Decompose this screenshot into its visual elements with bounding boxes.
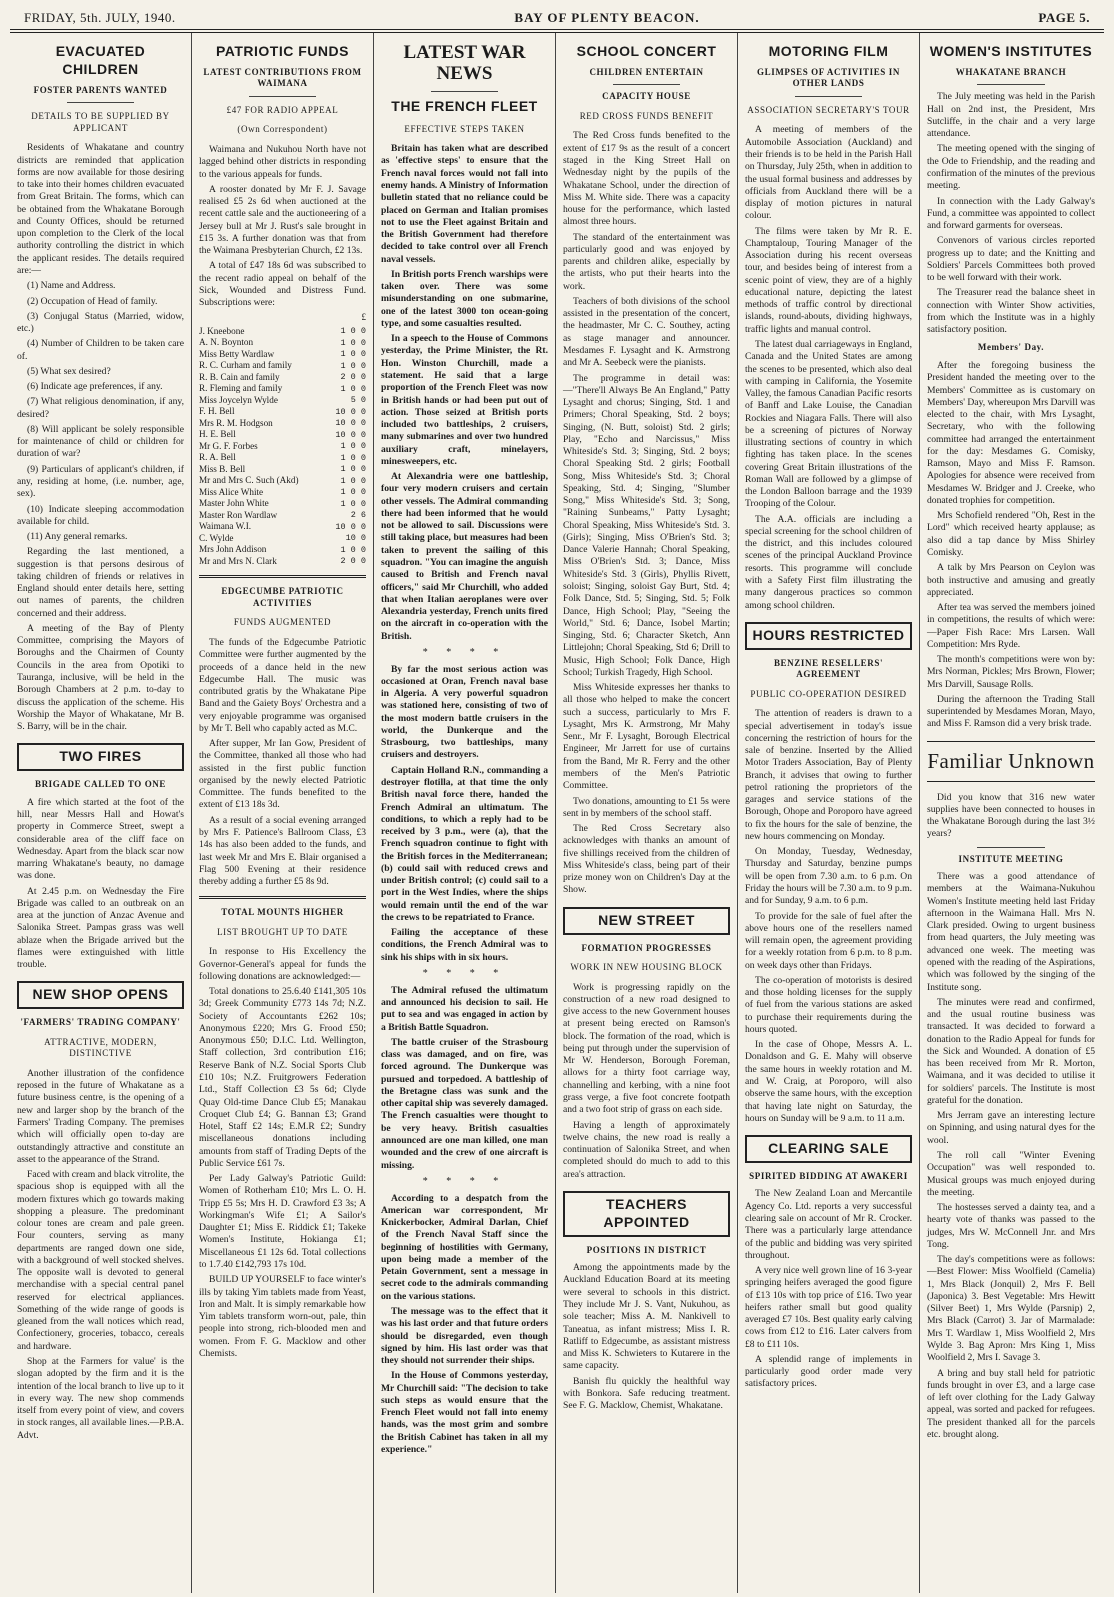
paragraph: The A.A. officials are including a special screening for the school children of the district, and this includes coloured scenes of the principal Auckland Province resorts. This programme will conclude with a Safety First film illustrating the many dangerous practices so common among school children. bbox=[745, 513, 912, 611]
byline: (Own Correspondent) bbox=[237, 124, 328, 135]
paragraph: The New Zealand Loan and Mercantile Agency Co. Ltd. reports a very successful clearing sale on account of Mr R. Crocker. There was a particularly large attendance of the public and bidding was very spirited throughout. bbox=[745, 1188, 912, 1261]
paragraph: By far the most serious action was occasioned at Oran, French naval base in Algeria. A very powerful squadron was stationed here, consisting of two of the most modern battle cruisers in the world, the Dunkerque and the Strasbourg, two battleships, many cruisers and destroyers. bbox=[381, 663, 548, 761]
paragraph: (1) Name and Address. bbox=[27, 280, 116, 292]
paragraph: The co-operation of motorists is desired and those holding licenses for the supply of fuel from the various stations are asked to purchase their requirements during the hours quoted. bbox=[745, 974, 912, 1035]
paragraph: During the afternoon the Trading Stall superintended by Mesdames Moran, Mayo, and Miss F. Ramson did a very brisk trade. bbox=[927, 693, 1095, 730]
subscription-row bbox=[199, 475, 366, 487]
subscription-row bbox=[199, 406, 366, 418]
subscriber-name: Mr and Mrs C. Such (Akd) bbox=[199, 475, 299, 486]
newspaper-title: BAY OF PLENTY BEACON. bbox=[514, 10, 700, 25]
article-body bbox=[563, 982, 730, 1181]
paragraph: (4) Number of Children to be taken care of. bbox=[17, 338, 184, 362]
headline-edgecumbe: EDGECUMBE PATRIOTIC ACTIVITIES bbox=[221, 586, 344, 608]
subscription-row bbox=[199, 395, 366, 407]
paragraph: A meeting of members of the Automobile Association (Auckland) and their friends is to be held in the Parish Hall on Thursday, July 25th, when in addition to the usual formal business and addresses by officials from Auckland there will be a display of motion pictures in natural colour. bbox=[745, 124, 912, 222]
subscription-amount: 1 0 0 bbox=[340, 498, 366, 509]
paragraph: The programme in detail was:—"There'll Always Be An England," Patty Lysaght and chorus; Singing, Std. 1 and Primers; Choral Speaking, Std. 2 boys; Singing, (N. Butt, soloist) Std. 2 girls; Play, "Echo and Narcissus," Miss Whiteside's Std. 3; Singing, Std. 2 boys; Choral Speaking Std. 2 girls; Football Song, Miss Whiteside's Std. 3; Choral Speaking, Std. 4; Singing, "Slumber Song," Miss Whiteside's Std. 3; Song, "Raining Sunbeams," Patty Lysaght; Choral Speaking, Miss Whiteside's Std. 3. (Girls); Singing, Miss O'Brien's Std. 3; Dance Valerie Hannah; Choral Speaking, Miss O'Brien's Std. 3; Dance, Miss Whiteside's Std. 3 (Girls), Phyllis Rivett, soloist; Singing, soloist Gay Burt, Std. 4; Folk Dance, Std. 5; Singing, Std. 5; Folk Dance, High School; Play, "Seeing the World," Std. 6; Dance, Isobel Martin; Singing, Std. 6; Character Sketch, Ann Littlejohn; Choral Speaking, Std 6; Drill to Music, High School; Folk Dance, High School; Turkish Tragedy, High School. bbox=[563, 372, 730, 678]
subscription-row bbox=[199, 498, 366, 510]
paragraph: (2) Occupation of Head of family. bbox=[27, 295, 158, 307]
paragraph: The Red Cross Secretary also acknowledges with thanks an amount of five shillings received from the children of Miss Whiteside's class, being part of their prize money won on Children's Day at the Show. bbox=[563, 823, 730, 896]
subscription-row bbox=[199, 349, 366, 361]
subscription-amount: 1 0 0 bbox=[340, 441, 366, 452]
subscriber-name: H. E. Bell bbox=[199, 429, 236, 440]
paragraph: After the foregoing business the President handed the meeting over to the Members' Committee as is customary on Members' Day, whereupon Mrs Darvill was elected to the chair, with Mrs Lysaght, Secretary, who with the following committee had arranged the entertainment for the day: Mesdames G. Comisky, Ramson, Mayo and Miss F. Ramson. Apologies for absence were received from Mesdames W. Bridger and J. Creeke, who donated trophies for competition. bbox=[927, 359, 1095, 506]
article-body bbox=[199, 946, 366, 1360]
section-break: * * * * bbox=[422, 646, 507, 658]
subscriber-name: F. H. Bell bbox=[199, 406, 235, 417]
subhead: BENZINE RESELLERS' AGREEMENT bbox=[773, 657, 884, 680]
paragraph: At Alexandria were one battleship, four very modern cruisers and certain other vessels. The Admiral commanding there had been informed that he would not be allowed to sail. Discussions were still taking place, but measures had been taken to prevent the sailing of this squadron. "You can imagine the anguish caused to British and French naval officers," said Mr Churchill, who added that when Italian aeroplanes were over Alexandria yesterday, French units fired on the aircraft in co-operation with the British. bbox=[381, 471, 548, 642]
paragraph: To provide for the sale of fuel after the above hours one of the resellers named will remain open, the agreement providing for a weekly rotation from 6 p.m. to 8 p.m. on week days other than Fridays. bbox=[745, 910, 912, 971]
paragraph: The battle cruiser of the Strasbourg class was damaged, and on fire, was forced aground. The Dunkerque was pursued and torpedoed. A battleship of the Bretagne class was sunk and the other capital ship was severely damaged. The French casualties were thought to be very heavy. British casualties announced are one man killed, one man wounded and the crew of one aircraft is missing. bbox=[381, 1036, 548, 1171]
headline-two-fires: TWO FIRES bbox=[17, 743, 184, 771]
paragraph: The standard of the entertainment was particularly good and was enjoyed by parents and children alike, especially by the artists, who put their hearts into the work. bbox=[563, 231, 730, 292]
subhead: LATEST CONTRIBUTIONS FROM WAIMANA bbox=[203, 66, 362, 89]
divider bbox=[431, 91, 498, 92]
subhead: WORK IN NEW HOUSING BLOCK bbox=[570, 962, 723, 973]
subscription-amount: 10 0 0 bbox=[335, 429, 366, 440]
subscription-amount: 10 0 0 bbox=[335, 406, 366, 417]
divider bbox=[67, 102, 134, 103]
article-body bbox=[199, 144, 366, 309]
article-body bbox=[17, 1068, 184, 1442]
subscription-row bbox=[199, 429, 366, 441]
headline-womens-institutes: WOMEN'S INSTITUTES bbox=[929, 43, 1093, 59]
paragraph: The July meeting was held in the Parish Hall on 2nd inst, the President, Mrs Sutcliffe, in the chair and a very large attendance. bbox=[927, 91, 1095, 140]
subscription-row bbox=[199, 326, 366, 338]
paragraph: A fire which started at the foot of the hill, near Messrs Hall and Howat's property in Commerce Street, swept a considerable area of the cliff face on Wednesday. Apart from the black scar now marring Whakatane's beauty, no damage was done. bbox=[17, 796, 184, 882]
paragraph: Teachers of both divisions of the school assisted in the presentation of the concert, the headmaster, Mr C. C. Southey, acting as stage manager and announcer. Mesdames F. Lysaght and K. Armstrong and Mr A. Seebeck were the pianists. bbox=[563, 295, 730, 369]
headline-patriotic-funds: PATRIOTIC FUNDS bbox=[216, 43, 349, 59]
subhead: ASSOCIATION SECRETARY'S TOUR bbox=[747, 104, 910, 115]
subhead: 'FARMERS' TRADING COMPANY' bbox=[20, 1017, 181, 1028]
subscription-amount: 1 0 0 bbox=[340, 337, 366, 348]
subscriber-name: C. Wylde bbox=[199, 532, 234, 543]
article-body bbox=[199, 637, 366, 888]
subscription-amount: 2 0 0 bbox=[340, 556, 366, 567]
subscriber-name: Miss Joycelyn Wylde bbox=[199, 394, 278, 405]
paragraph: The day's competitions were as follows:—Best Flower: Miss Woolfield (Camelia) 1, Mrs Black (Jonquil) 2, Mrs F. Bell (Japonica) 3. Best Vegetable: Mrs Hewitt (Silver Beet) 1, Mrs Wylde (Parsnip) 2, Mrs Black (Carrot) 3. Jar of Marmalade: Mrs T. Wardlaw 1, Miss Woolfield 2, Mrs Wylde 3. Bag Apron: Mrs King 1, Miss Woolfield 2, Mrs I. Savage 3. bbox=[927, 1254, 1095, 1364]
columns bbox=[10, 32, 1104, 1593]
paragraph: In the case of Ohope, Messrs A. L. Donaldson and G. E. Mahy will observe the same hours in weekly rotation and M. and W. Craig, at Poroporo, will also observe the same hours, with the exception that having late night on Saturday, the hours on Sunday will be 9 a.m. to 11 a.m. bbox=[745, 1039, 912, 1124]
subscriber-name: Miss Betty Wardlaw bbox=[199, 348, 275, 359]
paragraph: (8) Will applicant be solely responsible for maintenance of child or children for duration of war? bbox=[17, 423, 184, 460]
subscriber-name: Waimana W.I. bbox=[199, 521, 252, 532]
subscription-amount: 1 0 0 bbox=[340, 383, 366, 394]
subscriptions-table bbox=[199, 326, 366, 568]
article-body bbox=[17, 142, 184, 733]
subscription-row bbox=[199, 383, 366, 395]
paragraph: (10) Indicate sleeping accommodation available for child. bbox=[17, 503, 184, 527]
article-body bbox=[745, 708, 912, 1125]
subscriber-name: Master Ron Wardlaw bbox=[199, 509, 278, 520]
subscription-row bbox=[199, 544, 366, 556]
paragraph: A bring and buy stall held for patriotic funds brought in over £3, and a large case of left over clothing for the Lady Galway appeal, was sorted and packed for refugees. The president thanked all for the parcels etc. brought along. bbox=[927, 1367, 1095, 1440]
headline-new-street: NEW STREET bbox=[563, 907, 730, 935]
paragraph: Among the appointments made by the Auckland Education Board at its meeting were several to schools in this district. They include Mr J. S. Vant, Nukuhou, as sole teacher; Miss A. M. Nankivell to Taneatua, as infant mistress; Miss I. R. Ratliff to Edgecumbe, as assistant mistress and Miss K. Schwieters to Kutarere in the same capacity. bbox=[563, 1262, 730, 1372]
paragraph: The hostesses served a dainty tea, and a hearty vote of thanks was passed to the judges, Mrs W. McConnell Jnr. and Mrs Tong. bbox=[927, 1202, 1095, 1250]
paragraph: Did you know that 316 new water supplies have been connected to houses in the Whakatane Borough during the last 3½ years? bbox=[927, 791, 1095, 840]
subscription-amount: 1 0 0 bbox=[340, 349, 366, 360]
headline-new-shop: NEW SHOP OPENS bbox=[17, 981, 184, 1009]
subhead: BRIGADE CALLED TO ONE bbox=[34, 779, 167, 790]
subscription-amount: 1 0 0 bbox=[340, 544, 366, 555]
paragraph: The attention of readers is drawn to a special advertisement in today's issue concerning the restriction of hours for the sale of benzine. Inserted by the Allied Motor Traders Association, Bay of Plenty Branch, it advises that owing to further petrol rationing the proprietors of the garages and service stations of the Borough, Ohope and Poroporo have agreed to fix the hours for the sale of benzine, the new hours commencing on Monday. bbox=[745, 708, 912, 842]
article-body bbox=[745, 124, 912, 611]
paragraph: Per Lady Galway's Patriotic Guild: Women of Rotherham £10; Mrs L. O. H. Tripp £5 5s; Mrs H. D. Crawford £3 3s; A Workingman's Wife £1; A Sailor's Daughter £1; Miss E. Riddick £1; Takeke Women's Institute, Hokianga £1; Miscellaneous £1 12s 6d. Total collections to 1.7.40 £142,793 17s 10d. bbox=[199, 1173, 366, 1270]
headline-hours-restricted: HOURS RESTRICTED bbox=[745, 622, 912, 650]
paragraph: After tea was served the members joined in competitions, the results of which were:—Paper Fish Race: Mrs Larsen. Wall Competition: Mrs Ryde. bbox=[927, 602, 1095, 650]
paragraph: In British ports French warships were taken over. There was some misunderstanding on one submarine, one of the latest 3000 ton ocean-going type, and some casualties resulted. bbox=[381, 268, 548, 329]
paragraph: (7) What religious denomination, if any, desired? bbox=[17, 396, 184, 420]
paragraph: Shop at the Farmers for value' is the slogan adopted by the firm and it is the intention of the local branch to live up to it in every way. The new shop commends itself from every point of view, and covers in stock ranges, all available lines.—P.B.A. Advt. bbox=[17, 1356, 184, 1441]
headline-school-concert: SCHOOL CONCERT bbox=[576, 43, 717, 59]
paragraph: Waimana and Nukuhou North have not lagged behind other districts in responding to the various appeals for funds. bbox=[199, 143, 366, 180]
subscription-amount: 1 0 0 bbox=[340, 360, 366, 371]
paragraph: On Monday, Tuesday, Wednesday, Thursday and Saturday, benzine pumps will be open from 7.30 a.m. to 6 p.m. On Friday the hours will be 7.30 a.m. to 9 p.m. and for Sunday, 9 a.m. to 6 p.m. bbox=[745, 846, 912, 907]
paragraph: Mrs Jerram gave an interesting lecture on Spinning, and using natural dyes for the wool. bbox=[927, 1110, 1095, 1146]
paragraph: Another illustration of the confidence reposed in the future of Whakatane as a future business centre, is the opening of a new and larger shop by the branch of the Farmers' Trading Company. The premises which will officially open to-day are outstandingly attractive and constitute an asset to the appearance of the Strand. bbox=[17, 1067, 184, 1165]
article-body bbox=[381, 1193, 548, 1457]
subscription-amount: 2 6 bbox=[350, 510, 366, 521]
divider bbox=[977, 847, 1044, 848]
paragraph: A rooster donated by Mr F. J. Savage realised £5 2s 6d when auctioned at the recent cattle sale and the auctioneering of a Jersey bull at Mr J. Rust's sale brought in £15 3s. A further donation was that from the Waimana Presbyterian Church, £2 13s. bbox=[199, 183, 366, 257]
subscriber-name: A. N. Boynton bbox=[199, 337, 254, 348]
headline-total-mounts: TOTAL MOUNTS HIGHER bbox=[221, 907, 344, 918]
subhead: WHAKATANE BRANCH bbox=[955, 66, 1067, 77]
subscription-amount: 1 0 0 bbox=[340, 487, 366, 498]
divider bbox=[249, 96, 316, 97]
paragraph: Regarding the last mentioned, a suggestion is that persons desirous of taking children of friends or relatives in England should enter details here, setting out names of parents, the children concerned and their address. bbox=[17, 546, 184, 619]
subscription-row bbox=[199, 556, 366, 568]
paragraph: The minutes were read and confirmed, and the usual routine business was transacted. It was decided to forward a donation to the Radio Appeal for funds for the Sick and Wounded. A donation of £5 has been received from Mr R. Morton, Waimana, and it was decided to utilise it for soldiers' parcels. The Institute is most grateful for the donation. bbox=[927, 996, 1095, 1106]
subscriber-name: R. C. Curham and family bbox=[199, 360, 292, 371]
paragraph: A very nice well grown line of 16 3-year springing heifers averaged the good figure of £13 10s with top price of £16. Two year heifers rather small but good quality averaged £7 10s. Best quality early calving cows from £12 to £16. Later calvers from £8 to £11 10s. bbox=[745, 1265, 912, 1350]
paragraph: After supper, Mr Ian Gow, President of the Committee, thanked all those who had assisted in the first public function organised by the newly elected Patriotic Committee. The funds benefited to the extent of £13 18s 3d. bbox=[199, 738, 366, 811]
subhead: CHILDREN ENTERTAIN bbox=[589, 66, 704, 77]
subscriber-name: Mr G. F. Forbes bbox=[199, 440, 258, 451]
subscription-row bbox=[199, 337, 366, 349]
article-body bbox=[381, 664, 548, 964]
paragraph: A meeting of the Bay of Plenty Committee, comprising the Mayors of Boroughs and the Chairmen of County Councils in the area from Opotiki to Tauranga, inclusive, will be held in the Borough Chambers at 2 p.m. to-day to discuss the application of the scheme. His Worship the Mayor of Whakatane, Mr B. S. Barry, will be in the chair. bbox=[17, 622, 184, 733]
issue-date: FRIDAY, 5th. JULY, 1940. bbox=[24, 10, 176, 25]
subhead: POSITIONS IN DISTRICT bbox=[586, 1244, 707, 1255]
paragraph: Mrs Schofield rendered "Oh, Rest in the Lord" which received hearty applause; as also did a tap dance by Miss Shirley Comisky. bbox=[927, 510, 1095, 558]
subscription-row bbox=[199, 372, 366, 384]
paragraph: BUILD UP YOURSELF to face winter's ills by taking Yim tablets made from Yeast, Iron and Malt. It is simply remarkable how Yim tablets transform worn-out, pale, thin people into strong, rich-blooded men and women. From F. G. Macklow and other Chemists. bbox=[199, 1274, 366, 1359]
subhead: INSTITUTE MEETING bbox=[958, 853, 1064, 864]
subscriber-name: Mr and Mrs N. Clark bbox=[199, 555, 277, 566]
subhead: PUBLIC CO-OPERATION DESIRED bbox=[750, 688, 907, 699]
paragraph: In a speech to the House of Commons yesterday, the Prime Minister, the Rt. Hon. Winston Churchill, made a statement. He said that a large proportion of the French Fleet was now in British hands or had been put out of action. Those seized at British ports included two battleships, 2 cruisers, many submarines and over two hundred auxiliary craft, minelayers, minesweepers, etc. bbox=[381, 333, 548, 467]
subhead: ATTRACTIVE, MODERN, DISTINCTIVE bbox=[44, 1036, 157, 1059]
subscription-amount: 1 0 0 bbox=[340, 475, 366, 486]
headline-teachers-appointed: TEACHERS APPOINTED bbox=[563, 1191, 730, 1237]
article-body bbox=[927, 871, 1095, 1441]
article-body bbox=[381, 985, 548, 1172]
headline-familiar-unknown: Familiar Unknown bbox=[927, 741, 1095, 782]
subhead: FOSTER PARENTS WANTED bbox=[33, 84, 168, 95]
subhead: CAPACITY HOUSE bbox=[602, 91, 691, 102]
paragraph: The roll call "Winter Evening Occupation" was well responded to. Musical groups was much enjoyed during the meeting. bbox=[927, 1149, 1095, 1198]
article-body bbox=[927, 360, 1095, 731]
subscription-amount: 10 0 0 bbox=[335, 418, 366, 429]
divider bbox=[199, 896, 366, 899]
paragraph: Two donations, amounting to £1 5s were sent in by members of the school staff. bbox=[563, 795, 730, 819]
paragraph: (5) What sex desired? bbox=[27, 365, 111, 377]
column-2 bbox=[192, 33, 374, 1593]
paragraph: As a result of a social evening arranged by Mrs F. Patience's Ballroom Class, £3 14s has also been added to the funds, and last week Mr and Mrs E. Blair organised a Flag 500 Evening at their residence thereby adding a further £5 8s 9d. bbox=[199, 814, 366, 888]
subhead: RED CROSS FUNDS BENEFIT bbox=[579, 110, 714, 121]
paragraph: In the House of Commons yesterday, Mr Churchill said: "The decision to take such steps as would ensure that the French Fleet would not fall into enemy hands, was the most grim and sombre the British Cabinet has taken in all my experience." bbox=[381, 1370, 548, 1455]
subscriber-name: Miss Alice White bbox=[199, 486, 264, 497]
column-3 bbox=[374, 33, 556, 1593]
subscriber-name: R. Fleming and family bbox=[199, 383, 283, 394]
headline-french-fleet: THE FRENCH FLEET bbox=[391, 97, 538, 114]
subscriber-name: Mrs John Addison bbox=[199, 544, 267, 555]
headline-motoring-film: MOTORING FILM bbox=[768, 43, 889, 59]
paragraph: A splendid range of implements in particularly good order made very satisfactory prices. bbox=[745, 1353, 912, 1390]
subscription-amount: 1 0 0 bbox=[340, 452, 366, 463]
subscription-row bbox=[199, 533, 366, 545]
paragraph: In response to His Excellency the Governor-General's appeal for funds the following donations are acknowledged:— bbox=[199, 946, 366, 982]
subscriber-name: Mrs R. M. Hodgson bbox=[199, 417, 273, 428]
subscription-row bbox=[199, 360, 366, 372]
subscription-amount: 1 0 0 bbox=[340, 326, 366, 337]
article-body bbox=[745, 1188, 912, 1390]
paragraph: (6) Indicate age preferences, if any. bbox=[27, 381, 163, 393]
article-body bbox=[17, 797, 184, 972]
headline-latest-war-news: LATEST WAR NEWS bbox=[403, 42, 526, 84]
section-break: * * * * bbox=[422, 1175, 507, 1187]
column-6 bbox=[920, 33, 1102, 1593]
paragraph: The Red Cross funds benefited to the extent of £17 9s as the result of a concert staged in the King Street Hall on Wednesday night by the pupils of the Whakatane School, under the direction of Miss M. White side. There was a capacity house for the performance, which lasted almost three hours. bbox=[563, 130, 730, 228]
paragraph: Banish flu quickly the healthful way with Bonkora. Safe reducing treatment. See F. G. Macklow, Chemist, Whakatane. bbox=[563, 1375, 730, 1412]
subscription-amount: 10 0 0 bbox=[335, 521, 366, 532]
paragraph: Miss Whiteside expresses her thanks to all those who helped to make the concert such a success, particularly to Mrs F. Lysaght, Mrs K. Armstrong, Mr Mahy Senr., Mr F. Lysaght, Borough Electrical Engineer, Mr Jarrett for use of curtains from the Band, Mr R. Ferry and the other members of the Men's Patriotic Committee. bbox=[563, 682, 730, 792]
subhead: EFFECTIVE STEPS TAKEN bbox=[404, 123, 525, 134]
subscription-row bbox=[199, 510, 366, 522]
subscriber-name: R. A. Bell bbox=[199, 452, 236, 463]
subhead: £47 FOR RADIO APPEAL bbox=[226, 104, 339, 115]
page-number: PAGE 5. bbox=[1038, 10, 1090, 25]
subscriber-name: J. Kneebone bbox=[199, 325, 245, 336]
paragraph: The meeting opened with the singing of the Ode to Friendship, and the reading and confirmation of the minutes of the previous meeting. bbox=[927, 143, 1095, 192]
divider bbox=[199, 575, 366, 578]
subhead: LIST BROUGHT UP TO DATE bbox=[217, 926, 348, 937]
headline-clearing-sale: CLEARING SALE bbox=[745, 1135, 912, 1163]
divider bbox=[977, 84, 1044, 85]
subscription-row bbox=[199, 441, 366, 453]
paragraph: A total of £47 18s 6d was subscribed to the recent radio appeal on behalf of the Sick, Wounded and Distress Fund. Subscriptions were: bbox=[199, 260, 366, 309]
article-body bbox=[927, 91, 1095, 336]
paragraph: (3) Conjugal Status (Married, widow, etc.) bbox=[17, 310, 184, 335]
subhead: GLIMPSES OF ACTIVITIES IN OTHER LANDS bbox=[757, 66, 900, 89]
paragraph: The latest dual carriageways in England, Canada and the United States are among the scenes to be presented, which also deal with camping in California, the Yosemite Valley, the famous Canadian Pacific resorts of Banff and Lake Louise, the Canadian Rockies and Niagara Falls. There will also be a screening of pictures of Norway illustrating sections of country in which fighting has taken place. In the scenes covering Great Britain illustrations of the Roman Wall are followed by a glimpse of the London Balloon barrage and the 1939 Trooping of the Colour. bbox=[745, 338, 912, 510]
subscription-amount: 1 0 0 bbox=[340, 464, 366, 475]
currency-header: £ bbox=[361, 312, 366, 323]
subscriber-name: Miss B. Bell bbox=[199, 463, 246, 474]
subscription-row bbox=[199, 452, 366, 464]
paragraph: Residents of Whakatane and country districts are reminded that application forms are now available for those desiring to take into their homes children evacuated from Great Britain. The forms, which can be obtained from the Whakatane Borough and County Offices, should be returned upon completion to the Clerk of the local authority controlling the district in which the applicant resides. The details required are:— bbox=[17, 142, 184, 277]
divider bbox=[795, 96, 862, 97]
paragraph: Captain Holland R.N., commanding a destroyer flotilla, at that time the only British naval force there, handed the French Admiral an ultimatum. The conditions, to which a reply had to be received by 3 p.m., were (a), that the French squadron continue to fight with the British forces in the Mediterranean; (b) could sail with reduced crews and under British control; (c) could sail to a port in the West Indies, where the ships would remain until the end of the war the crews to be repatriated to France. bbox=[381, 764, 548, 923]
subscription-amount: 5 0 bbox=[350, 395, 366, 406]
subscription-amount: 2 0 0 bbox=[340, 372, 366, 383]
subscriber-name: Master John White bbox=[199, 498, 269, 509]
paragraph: According to a despatch from the American war correspondent, Mr Knickerbocker, Admiral Darlan, Chief of the French Naval Staff since the beginning of hostilities with Germany, upon being made a member of the Petain Government, sent a message in secret code to the admirals commanding on the various stations. bbox=[381, 1192, 548, 1302]
paragraph: A talk by Mrs Pearson on Ceylon was both instructive and amusing and greatly appreciated. bbox=[927, 562, 1095, 598]
subhead: FUNDS AUGMENTED bbox=[233, 617, 332, 628]
paragraph: The films were taken by Mr R. E. Champtaloup, Touring Manager of the Association during his recent overseas tour, and besides being of interest from a scenic point of view, they are of a highly educational nature, depicting the latest methods of traffic control by directional islands, round-abouts, dividing highways, traffic lights and manual control. bbox=[745, 225, 912, 335]
article-body bbox=[563, 130, 730, 896]
column-4 bbox=[556, 33, 738, 1593]
subhead: Members' Day. bbox=[977, 342, 1045, 353]
subscription-row bbox=[199, 487, 366, 499]
paragraph: There was a good attendance of members at the Waimana-Nukuhou Women's Institute meeting held last Friday afternoon in the Waimana Hall. Mrs N. Clark presided. Owing to urgent business from head quarters, the July meeting was advanced one week. The meeting was opened with the reading of the Aspirations, which was followed by the singing of the Institute song. bbox=[927, 871, 1095, 993]
column-1 bbox=[10, 33, 192, 1593]
paragraph: The Admiral refused the ultimatum and announced his decision to sail. He put to sea and was engaged in action by a British Battle Squadron. bbox=[381, 984, 548, 1033]
paragraph: In connection with the Lady Galway's Fund, a committee was appointed to collect and forward garments for overseas. bbox=[927, 195, 1095, 232]
subscriber-name: R. B. Cain and family bbox=[199, 371, 280, 382]
section-break: * * * * bbox=[422, 968, 507, 979]
paragraph: (11) Any general remarks. bbox=[27, 531, 128, 543]
article-body bbox=[563, 1262, 730, 1412]
paragraph: Faced with cream and black vitrolite, the spacious shop is equipped with all the modern fixtures which go towards making shopping a pleasure. The predominant colour tones are cream and pale green. Four counters, serving as many departments are ranged down one side, with a background of well stocked shelves. The opposite wall is devoted to general merchandise with a special central panel reserved for electrical appliances. Something of the wide range of goods is gleaned from the wall notices which read, Confectionery, groceries, tobacco, cereals and hardware. bbox=[17, 1169, 184, 1352]
paragraph: The message was to the effect that it was his last order and that future orders should be disregarded, even though signed by him. His last order was that they should not surrender their ships. bbox=[381, 1305, 548, 1367]
paragraph: The funds of the Edgecumbe Patriotic Committee were further augmented by the proceeds of a dance held in the new Edgecumbe Hall. The music was contributed gratis by the Whakatane Pipe Band and the Gaiety Boys' Orchestra and a very enjoyable programme was organised by Mr T. Bell who capably acted as M.C. bbox=[199, 636, 366, 734]
subhead: SPIRITED BIDDING AT AWAKERI bbox=[749, 1170, 908, 1181]
subhead: FORMATION PROGRESSES bbox=[581, 942, 712, 953]
subscription-amount: 10 0 bbox=[345, 533, 366, 544]
subscription-row bbox=[199, 464, 366, 476]
paragraph: (9) Particulars of applicant's children, if any, residing at home, (i.e. number, age, sex). bbox=[17, 463, 184, 500]
subscription-row bbox=[199, 521, 366, 533]
column-5 bbox=[738, 33, 920, 1593]
paragraph: Work is progressing rapidly on the construction of a new road designed to give access to the new Government houses at present being erected on Ramson's block. The formation of the road, which is being put through under the supervision of Mr W. Henderson, Borough Foreman, allows for a thirty foot carriage way, channelling and kerbing, with a nine foot grass verge, a five foot concrete footpath and a two foot strip of grass on each side. bbox=[563, 981, 730, 1116]
paragraph: The month's competitions were won by: Mrs Norman, Pickles; Mrs Brown, Flower; Mrs Darvill, Sausage Rolls. bbox=[927, 654, 1095, 690]
paragraph: At 2.45 p.m. on Wednesday the Fire Brigade was called to an outbreak on an area at the junction of Anzac Avenue and Salonika Street. Pampas grass was well ablaze when the Brigade arrived but the flames were extinguished with little trouble. bbox=[17, 885, 184, 971]
article-body bbox=[381, 143, 548, 643]
paragraph: Convenors of various circles reported progress up to date; and the Knitting and Soldiers' Parcels Committees both proved to be well forward with their work. bbox=[927, 235, 1095, 284]
masthead bbox=[10, 6, 1104, 30]
divider bbox=[613, 84, 680, 85]
paragraph: Britain has taken what are described as 'effective steps' to ensure that the French naval forces would not fall into enemy hands. A Ministry of Information bulletin stated that no reliance could be placed on German and Italian promises not to use the Fleet against Britain and the British Government had therefore decided to take control over all French naval vessels. bbox=[381, 143, 548, 265]
paragraph: Failing the acceptance of these conditions, the French Admiral was to sink his ships with in six hours. bbox=[381, 927, 548, 963]
paragraph: Having a length of approximately twelve chains, the new road is really a continuation of Salonika Street, and when completed should do much to add to this area's attraction. bbox=[563, 1119, 730, 1180]
paragraph: Total donations to 25.6.40 £141,305 10s 3d; Greek Community £773 14s 7d; N.Z. Society of Accountants £262 10s; Anonymous £220; Mrs G. Frood £50; Anonymous £50; D.I.C. Ltd. Wellington, Staff collection, 3rd contribution £16; Reserve Bank of N.Z. Social Sports Club £10 10s; N.Z. Fruitgrowers Federation Ltd., Staff Collection £3 5s 6d; Clyde Quay Old-time Dance Club £5; Manakau Croquet Club £4; G. Bannan £3; Grand Hotel, Staff £2 14s; E.M.R £2; Sundry miscellaneous donations including amounts from staff of Trading Depts of the Public Service £61 7s. bbox=[199, 986, 366, 1169]
paragraph: The Treasurer read the balance sheet in connection with Winter Show activities, from which the Institute was in a highly satisfactory position. bbox=[927, 287, 1095, 336]
article-body bbox=[927, 792, 1095, 841]
headline-evacuated-children: EVACUATED CHILDREN bbox=[55, 43, 146, 77]
subscription-row bbox=[199, 418, 366, 430]
subhead: DETAILS TO BE SUPPLIED BY APPLICANT bbox=[31, 111, 170, 133]
